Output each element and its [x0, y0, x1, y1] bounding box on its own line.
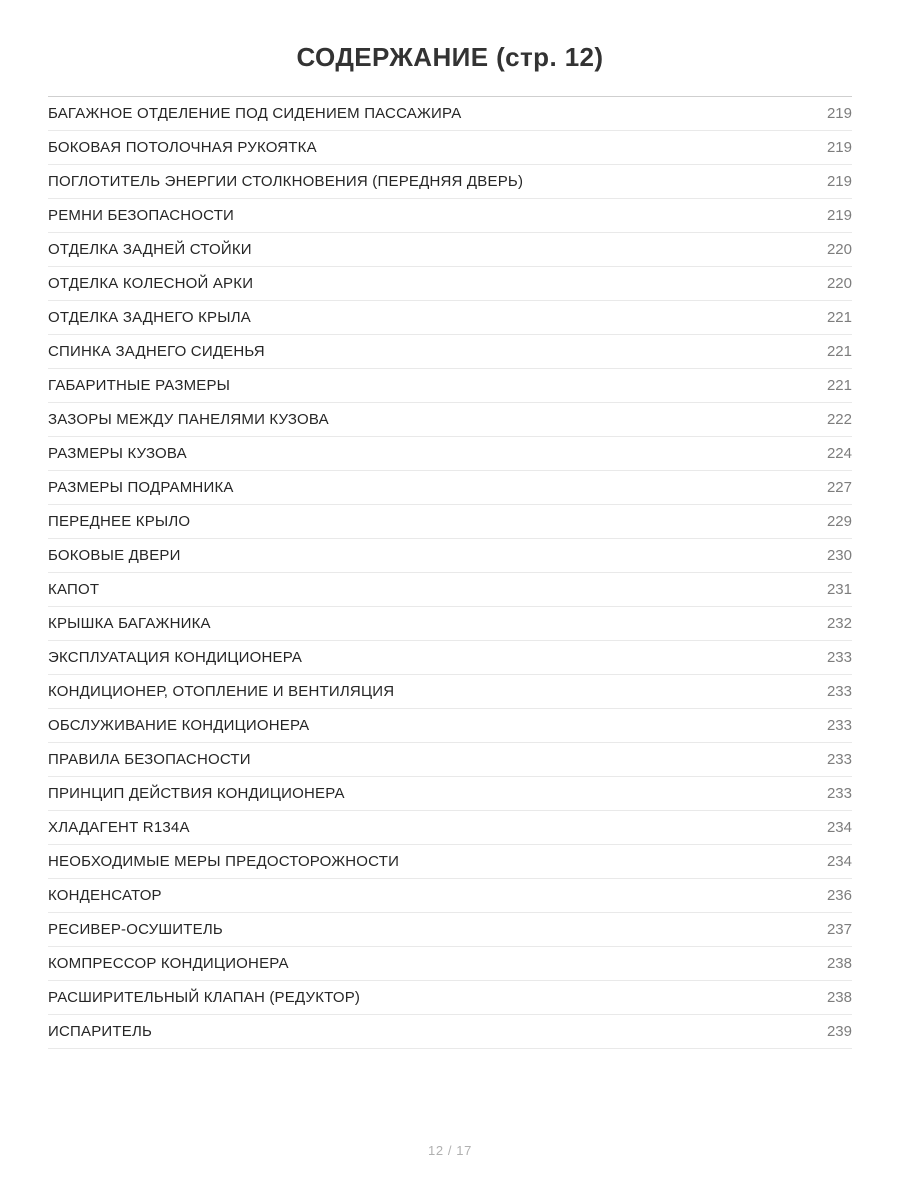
- toc-entry-label: КРЫШКА БАГАЖНИКА: [48, 615, 211, 632]
- toc-entry[interactable]: [48, 845, 852, 879]
- toc-entry-page-number: 233: [826, 683, 852, 700]
- toc-entry-page-number: 219: [826, 139, 852, 156]
- toc-entry-label: РАЗМЕРЫ КУЗОВА: [48, 445, 187, 462]
- toc-entry-label: РАСШИРИТЕЛЬНЫЙ КЛАПАН (РЕДУКТОР): [48, 989, 361, 1006]
- toc-entry-label: КОМПРЕССОР КОНДИЦИОНЕРА: [48, 955, 289, 972]
- toc-entry[interactable]: [48, 641, 852, 675]
- toc-entry-label: ИСПАРИТЕЛЬ: [48, 1023, 153, 1040]
- toc-entry-label: НЕОБХОДИМЫЕ МЕРЫ ПРЕДОСТОРОЖНОСТИ: [48, 853, 400, 870]
- toc-entry[interactable]: [48, 335, 852, 369]
- toc-entry[interactable]: [48, 369, 852, 403]
- toc-entry-page-number: 219: [826, 173, 852, 190]
- toc-entry-page-number: 234: [826, 819, 852, 836]
- toc-entry[interactable]: [48, 131, 852, 165]
- toc-entry-label: СПИНКА ЗАДНЕГО СИДЕНЬЯ: [48, 343, 265, 360]
- page-spacer: [0, 1049, 900, 1143]
- toc-entry-label: БОКОВЫЕ ДВЕРИ: [48, 547, 181, 564]
- toc-entry-label: РЕСИВЕР-ОСУШИТЕЛЬ: [48, 921, 223, 938]
- toc-entry-page-number: 219: [826, 207, 852, 224]
- toc-entry[interactable]: [48, 233, 852, 267]
- toc-entry-label: ОТДЕЛКА ЗАДНЕГО КРЫЛА: [48, 309, 251, 326]
- toc-entry[interactable]: [48, 709, 852, 743]
- toc-entry-page-number: 232: [826, 615, 852, 632]
- toc-entry-label: ОТДЕЛКА КОЛЕСНОЙ АРКИ: [48, 275, 254, 292]
- toc-entry-page-number: 234: [826, 853, 852, 870]
- toc-entry-page-number: 231: [826, 581, 852, 598]
- toc-entry-page-number: 221: [826, 309, 852, 326]
- toc-entry-page-number: 221: [826, 377, 852, 394]
- toc-entry-label: РЕМНИ БЕЗОПАСНОСТИ: [48, 207, 235, 224]
- toc-entry-label: ПЕРЕДНЕЕ КРЫЛО: [48, 513, 191, 530]
- toc-entry[interactable]: [48, 97, 852, 131]
- toc-entry[interactable]: [48, 607, 852, 641]
- toc-entry-label: БАГАЖНОЕ ОТДЕЛЕНИЕ ПОД СИДЕНИЕМ ПАССАЖИРА: [48, 105, 462, 122]
- toc-entry-label: ПРАВИЛА БЕЗОПАСНОСТИ: [48, 751, 251, 768]
- toc-entry[interactable]: [48, 981, 852, 1015]
- toc-entry-page-number: 222: [826, 411, 852, 428]
- page-footer: 12 / 17: [428, 1143, 472, 1158]
- toc-entry-page-number: 220: [826, 241, 852, 258]
- toc-entry-label: ОТДЕЛКА ЗАДНЕЙ СТОЙКИ: [48, 241, 252, 258]
- toc-entry[interactable]: [48, 165, 852, 199]
- toc-entry-page-number: 220: [826, 275, 852, 292]
- toc-entry-label: ПРИНЦИП ДЕЙСТВИЯ КОНДИЦИОНЕРА: [48, 785, 345, 802]
- toc-entry-page-number: 233: [826, 649, 852, 666]
- toc-entry-label: ХЛАДАГЕНТ R134A: [48, 819, 190, 836]
- toc-entry-label: ПОГЛОТИТЕЛЬ ЭНЕРГИИ СТОЛКНОВЕНИЯ (ПЕРЕДНЯЯ ДВЕРЬ): [48, 173, 524, 190]
- toc-entry-page-number: 230: [826, 547, 852, 564]
- toc-entry-label: БОКОВАЯ ПОТОЛОЧНАЯ РУКОЯТКА: [48, 139, 317, 156]
- toc-entry-page-number: 236: [826, 887, 852, 904]
- toc-entry-page-number: 239: [826, 1023, 852, 1040]
- toc-entry[interactable]: [48, 947, 852, 981]
- toc-entry[interactable]: [48, 505, 852, 539]
- page-title: СОДЕРЖАНИЕ (стр. 12): [296, 42, 604, 72]
- toc-entry-page-number: 238: [826, 955, 852, 972]
- table-of-contents: [48, 97, 852, 1049]
- toc-entry[interactable]: [48, 539, 852, 573]
- toc-entry-label: ЗАЗОРЫ МЕЖДУ ПАНЕЛЯМИ КУЗОВА: [48, 411, 329, 428]
- toc-entry-page-number: 238: [826, 989, 852, 1006]
- toc-entry[interactable]: [48, 675, 852, 709]
- toc-entry[interactable]: [48, 573, 852, 607]
- toc-entry-page-number: 237: [826, 921, 852, 938]
- toc-entry[interactable]: [48, 403, 852, 437]
- toc-entry[interactable]: [48, 301, 852, 335]
- toc-entry[interactable]: [48, 267, 852, 301]
- toc-entry-label: ГАБАРИТНЫЕ РАЗМЕРЫ: [48, 377, 231, 394]
- toc-entry-page-number: 224: [826, 445, 852, 462]
- toc-entry-page-number: 233: [826, 785, 852, 802]
- toc-entry[interactable]: [48, 777, 852, 811]
- toc-entry[interactable]: [48, 811, 852, 845]
- toc-entry-label: КОНДИЦИОНЕР, ОТОПЛЕНИЕ И ВЕНТИЛЯЦИЯ: [48, 683, 395, 700]
- toc-entry[interactable]: [48, 879, 852, 913]
- toc-entry[interactable]: [48, 1015, 852, 1049]
- toc-entry-page-number: 227: [826, 479, 852, 496]
- toc-entry-label: КОНДЕНСАТОР: [48, 887, 162, 904]
- toc-entry-label: ОБСЛУЖИВАНИЕ КОНДИЦИОНЕРА: [48, 717, 310, 734]
- toc-entry[interactable]: [48, 913, 852, 947]
- toc-entry-page-number: 221: [826, 343, 852, 360]
- toc-entry[interactable]: [48, 437, 852, 471]
- toc-entry-page-number: 233: [826, 717, 852, 734]
- toc-entry[interactable]: [48, 199, 852, 233]
- toc-entry-label: РАЗМЕРЫ ПОДРАМНИКА: [48, 479, 234, 496]
- toc-entry[interactable]: [48, 471, 852, 505]
- toc-entry[interactable]: [48, 743, 852, 777]
- toc-entry-label: ЭКСПЛУАТАЦИЯ КОНДИЦИОНЕРА: [48, 649, 303, 666]
- toc-entry-page-number: 233: [826, 751, 852, 768]
- toc-entry-page-number: 229: [826, 513, 852, 530]
- toc-entry-label: КАПОТ: [48, 581, 100, 598]
- toc-entry-page-number: 219: [826, 105, 852, 122]
